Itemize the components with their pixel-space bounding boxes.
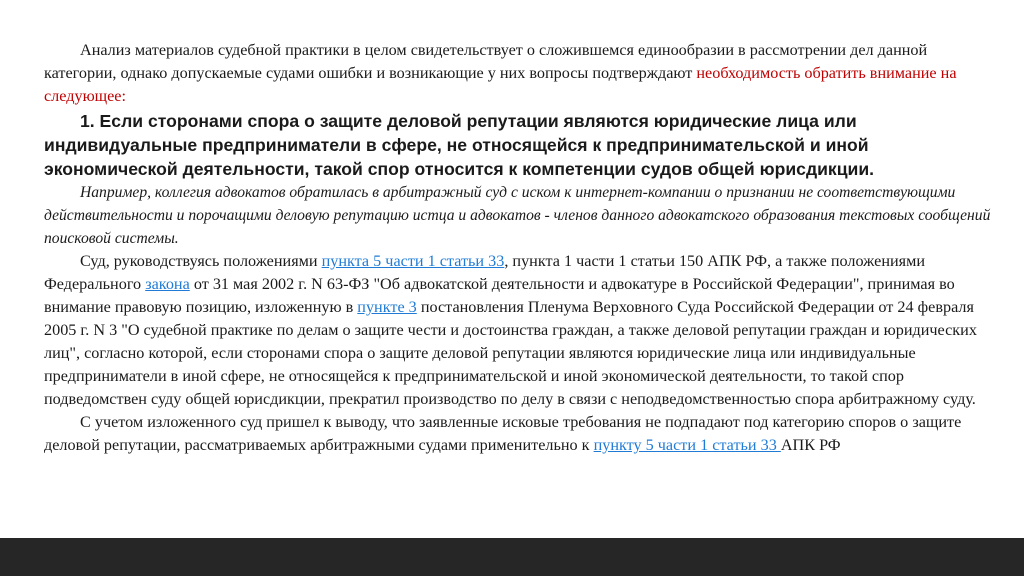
link-article-33-conclusion[interactable]: пункту 5 части 1 статьи 33 xyxy=(593,436,781,454)
court-text-1: Суд, руководствуясь положениями xyxy=(80,252,322,270)
court-text-3: от 31 мая 2002 г. N 63-ФЗ "Об адвокатской деятельности и адвокатуре в Российской Федерации", принимая во внимание правовую позицию, изложенную в xyxy=(44,275,955,316)
court-paragraph xyxy=(44,250,994,411)
intro-red-text: необходимость обратить внимание на следующее: xyxy=(44,64,957,105)
bottom-bar xyxy=(0,538,1024,576)
link-law[interactable]: закона xyxy=(145,275,190,293)
court-text-4: постановления Пленума Верховного Суда Российской Федерации от 24 февраля 2005 г. N 3 "О судебной практике по делам о защите чести и достоинства граждан, а также деловой репутации граждан и юридических лиц", согласно которой, если сторонами спора о защите деловой репутации являются юридические лица или индивидуальные предприниматели в иной сфере, не относящейся к предпринимательской и иной экономической деятельности, то такой спор подведомствен суду общей юрисдикции, прекратил производство по делу в связи с неподведомственностью спора арбитражному суду. xyxy=(44,298,977,408)
conclusion-paragraph xyxy=(44,411,994,457)
intro-paragraph xyxy=(44,39,994,108)
court-text-2: , пункта 1 части 1 статьи 150 АПК РФ, а также положениями Федерального xyxy=(44,252,926,293)
link-point-3[interactable]: пункте 3 xyxy=(357,298,417,316)
document-body xyxy=(44,39,994,457)
intro-text: Анализ материалов судебной практики в целом свидетельствует о сложившемся единообразии в рассмотрении дел данной категории, однако допускаемые судами ошибки и возникающие у них вопросы подтверждают xyxy=(44,41,928,82)
example-paragraph: Например, коллегия адвокатов обратилась в арбитражный суд с иском к интернет-компании о признании не соответствующими действительности и порочащими деловую репутацию истца и адвокатов - членов данного адвокатского образования текстовых сообщений поисковой системы. xyxy=(44,184,991,247)
link-article-33[interactable]: пункта 5 части 1 статьи 33 xyxy=(321,252,505,270)
section-heading: 1. Если сторонами спора о защите деловой репутации являются юридические лица или индивидуальные предприниматели в сфере, не относящейся к предпринимательской и иной экономической деятельности, такой спор относится к компетенции судов общей юрисдикции. xyxy=(44,111,875,179)
conclusion-text: С учетом изложенного суд пришел к выводу, что заявленные исковые требования не подпадают под категорию споров о защите деловой репутации, рассматриваемых арбитражными судами применительно к xyxy=(44,413,962,454)
conclusion-tail: АПК РФ xyxy=(780,436,841,454)
